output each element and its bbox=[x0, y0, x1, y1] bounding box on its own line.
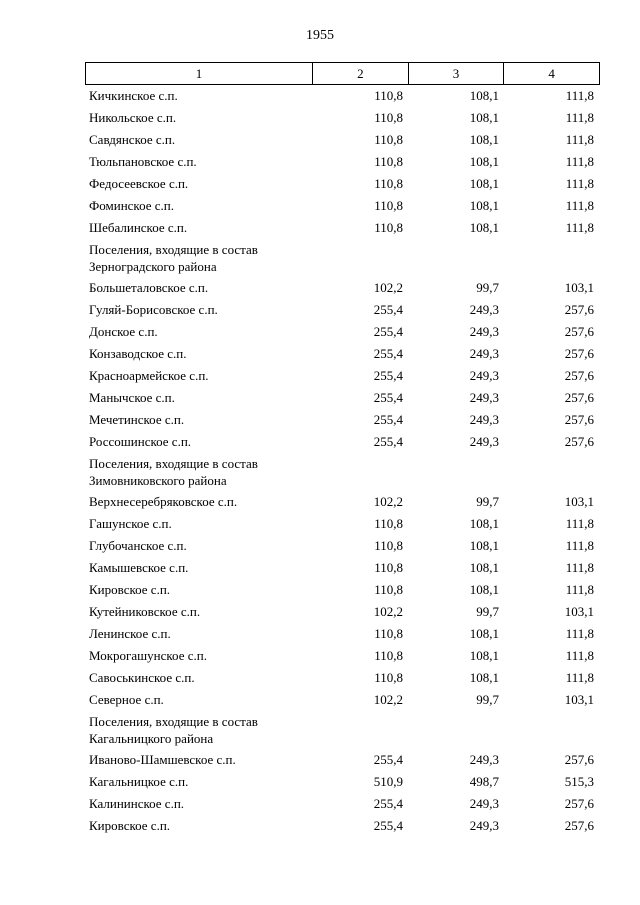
settlement-name-cell: Кутейниковское с.п. bbox=[89, 604, 201, 619]
value-col-4-cell: 257,6 bbox=[564, 796, 594, 811]
value-col-3-cell: 108,1 bbox=[469, 176, 499, 191]
settlement-name-cell: Гашунское с.п. bbox=[89, 516, 172, 531]
table-row bbox=[85, 749, 600, 771]
settlement-name-cell: Камышевское с.п. bbox=[89, 560, 189, 575]
settlement-name-cell: Мокрогашунское с.п. bbox=[89, 648, 207, 663]
value-col-3-cell: 249,3 bbox=[469, 390, 499, 405]
value-col-4-cell: 111,8 bbox=[565, 220, 594, 235]
value-col-4-cell: 257,6 bbox=[564, 368, 594, 383]
table-body bbox=[85, 85, 600, 837]
table-row bbox=[85, 689, 600, 711]
value-col-3-cell: 249,3 bbox=[469, 796, 499, 811]
value-col-3-cell: 249,3 bbox=[469, 368, 499, 383]
settlement-name-cell: Манычское с.п. bbox=[89, 390, 175, 405]
header-col-3: 3 bbox=[409, 63, 505, 84]
settlement-name-cell: Кичкинское с.п. bbox=[89, 88, 178, 103]
settlement-name-cell: Федосеевское с.п. bbox=[89, 176, 189, 191]
group-heading-line-2: Зерноградского района bbox=[89, 259, 217, 274]
value-col-2-cell: 255,4 bbox=[373, 390, 403, 405]
value-col-4-cell: 111,8 bbox=[565, 626, 594, 641]
group-heading-line-1: Поселения, входящие в состав bbox=[89, 242, 258, 257]
value-col-4-cell: 103,1 bbox=[564, 692, 594, 707]
value-col-3-cell: 249,3 bbox=[469, 752, 499, 767]
value-col-4-cell: 111,8 bbox=[565, 198, 594, 213]
settlement-name-cell: Мечетинское с.п. bbox=[89, 412, 185, 427]
value-col-2-cell: 110,8 bbox=[374, 538, 403, 553]
value-col-4-cell: 111,8 bbox=[565, 88, 594, 103]
table-row bbox=[85, 623, 600, 645]
value-col-3-cell: 108,1 bbox=[469, 88, 499, 103]
value-col-4-cell: 257,6 bbox=[564, 302, 594, 317]
settlement-name-cell: Фоминское с.п. bbox=[89, 198, 174, 213]
table-row bbox=[85, 513, 600, 535]
table-row bbox=[85, 277, 600, 299]
value-col-2-cell: 102,2 bbox=[373, 604, 403, 619]
value-col-3-cell: 249,3 bbox=[469, 346, 499, 361]
table-row bbox=[85, 793, 600, 815]
value-col-4-cell: 257,6 bbox=[564, 324, 594, 339]
value-col-2-cell: 110,8 bbox=[374, 220, 403, 235]
value-col-2-cell: 110,8 bbox=[374, 648, 403, 663]
value-col-2-cell: 110,8 bbox=[374, 110, 403, 125]
value-col-3-cell: 108,1 bbox=[469, 538, 499, 553]
value-col-2-cell: 102,2 bbox=[373, 280, 403, 295]
value-col-2-cell: 110,8 bbox=[374, 154, 403, 169]
value-col-3-cell: 249,3 bbox=[469, 324, 499, 339]
value-col-2-cell: 110,8 bbox=[374, 198, 403, 213]
table-row bbox=[85, 431, 600, 453]
budget-table bbox=[85, 62, 600, 837]
table-header bbox=[85, 62, 600, 85]
value-col-4-cell: 111,8 bbox=[565, 110, 594, 125]
settlement-name-cell: Большеталовское с.п. bbox=[89, 280, 209, 295]
value-col-2-cell: 110,8 bbox=[374, 176, 403, 191]
value-col-3-cell: 99,7 bbox=[476, 692, 499, 707]
value-col-2-cell: 255,4 bbox=[373, 434, 403, 449]
value-col-2-cell: 255,4 bbox=[373, 346, 403, 361]
value-col-3-cell: 249,3 bbox=[469, 302, 499, 317]
table-row bbox=[85, 667, 600, 689]
value-col-4-cell: 103,1 bbox=[564, 280, 594, 295]
value-col-4-cell: 257,6 bbox=[564, 434, 594, 449]
value-col-3-cell: 99,7 bbox=[476, 280, 499, 295]
value-col-2-cell: 255,4 bbox=[373, 368, 403, 383]
value-col-2-cell: 110,8 bbox=[374, 626, 403, 641]
settlement-name-cell: Савоськинское с.п. bbox=[89, 670, 195, 685]
value-col-3-cell: 108,1 bbox=[469, 220, 499, 235]
settlement-name-cell: Иваново-Шамшевское с.п. bbox=[89, 752, 236, 767]
value-col-4-cell: 111,8 bbox=[565, 516, 594, 531]
header-col-1: 1 bbox=[86, 63, 313, 84]
group-heading-line-2: Кагальницкого района bbox=[89, 731, 214, 746]
table-row bbox=[85, 217, 600, 239]
table-row bbox=[85, 107, 600, 129]
group-heading-row bbox=[85, 453, 600, 491]
value-col-4-cell: 257,6 bbox=[564, 752, 594, 767]
value-col-4-cell: 257,6 bbox=[564, 412, 594, 427]
value-col-4-cell: 257,6 bbox=[564, 390, 594, 405]
value-col-3-cell: 108,1 bbox=[469, 582, 499, 597]
value-col-4-cell: 111,8 bbox=[565, 560, 594, 575]
page-number: 1955 bbox=[306, 28, 334, 43]
value-col-2-cell: 255,4 bbox=[373, 302, 403, 317]
value-col-2-cell: 255,4 bbox=[373, 818, 403, 833]
value-col-4-cell: 111,8 bbox=[565, 582, 594, 597]
table-row bbox=[85, 557, 600, 579]
settlement-name-cell: Гуляй-Борисовское с.п. bbox=[89, 302, 218, 317]
table-row bbox=[85, 491, 600, 513]
value-col-4-cell: 111,8 bbox=[565, 670, 594, 685]
value-col-3-cell: 108,1 bbox=[469, 154, 499, 169]
table-row bbox=[85, 343, 600, 365]
value-col-3-cell: 108,1 bbox=[469, 626, 499, 641]
value-col-3-cell: 498,7 bbox=[469, 774, 499, 789]
settlement-name-cell: Тюльпановское с.п. bbox=[89, 154, 197, 169]
value-col-2-cell: 110,8 bbox=[374, 516, 403, 531]
value-col-2-cell: 102,2 bbox=[373, 494, 403, 509]
table-row bbox=[85, 645, 600, 667]
settlement-name-cell: Глубочанское с.п. bbox=[89, 538, 187, 553]
value-col-2-cell: 255,4 bbox=[373, 752, 403, 767]
header-col-4: 4 bbox=[548, 65, 555, 81]
table-row bbox=[85, 365, 600, 387]
value-col-4-cell: 103,1 bbox=[564, 604, 594, 619]
value-col-2-cell: 110,8 bbox=[374, 88, 403, 103]
value-col-2-cell: 110,8 bbox=[374, 582, 403, 597]
value-col-4-cell: 111,8 bbox=[565, 132, 594, 147]
table-row bbox=[85, 321, 600, 343]
table-row bbox=[85, 579, 600, 601]
settlement-name-cell: Красноармейское с.п. bbox=[89, 368, 209, 383]
settlement-name-cell: Донское с.п. bbox=[89, 324, 158, 339]
value-col-3-cell: 108,1 bbox=[469, 198, 499, 213]
value-col-3-cell: 108,1 bbox=[469, 670, 499, 685]
value-col-3-cell: 99,7 bbox=[476, 494, 499, 509]
group-heading-line-2: Зимовниковского района bbox=[89, 473, 227, 488]
settlement-name-cell: Россошинское с.п. bbox=[89, 434, 192, 449]
group-heading-row bbox=[85, 239, 600, 277]
value-col-2-cell: 255,4 bbox=[373, 412, 403, 427]
table-row bbox=[85, 129, 600, 151]
value-col-4-cell: 103,1 bbox=[564, 494, 594, 509]
value-col-3-cell: 108,1 bbox=[469, 110, 499, 125]
table-row bbox=[85, 195, 600, 217]
settlement-name-cell: Калининское с.п. bbox=[89, 796, 185, 811]
settlement-name-cell: Конзаводское с.п. bbox=[89, 346, 187, 361]
table-row bbox=[85, 601, 600, 623]
value-col-3-cell: 249,3 bbox=[469, 412, 499, 427]
settlement-name-cell: Савдянское с.п. bbox=[89, 132, 176, 147]
settlement-name-cell: Кагальницкое с.п. bbox=[89, 774, 189, 789]
value-col-3-cell: 108,1 bbox=[469, 560, 499, 575]
settlement-name-cell: Шебалинское с.п. bbox=[89, 220, 188, 235]
value-col-2-cell: 255,4 bbox=[373, 796, 403, 811]
value-col-2-cell: 510,9 bbox=[373, 774, 403, 789]
value-col-4-cell: 111,8 bbox=[565, 154, 594, 169]
value-col-3-cell: 249,3 bbox=[469, 818, 499, 833]
table-row bbox=[85, 299, 600, 321]
value-col-4-cell: 257,6 bbox=[564, 346, 594, 361]
value-col-4-cell: 111,8 bbox=[565, 538, 594, 553]
table-row bbox=[85, 535, 600, 557]
settlement-name-cell: Кировское с.п. bbox=[89, 582, 171, 597]
table-row bbox=[85, 85, 600, 107]
settlement-name-cell: Верхнесеребряковское с.п. bbox=[89, 494, 238, 509]
table-row bbox=[85, 409, 600, 431]
value-col-3-cell: 99,7 bbox=[476, 604, 499, 619]
value-col-4-cell: 111,8 bbox=[565, 176, 594, 191]
settlement-name-cell: Ленинское с.п. bbox=[89, 626, 171, 641]
value-col-3-cell: 108,1 bbox=[469, 516, 499, 531]
value-col-3-cell: 108,1 bbox=[469, 132, 499, 147]
value-col-2-cell: 102,2 bbox=[373, 692, 403, 707]
value-col-4-cell: 111,8 bbox=[565, 648, 594, 663]
table-row bbox=[85, 387, 600, 409]
header-col-2: 2 bbox=[313, 63, 409, 84]
table-row bbox=[85, 151, 600, 173]
value-col-2-cell: 110,8 bbox=[374, 560, 403, 575]
table-row bbox=[85, 173, 600, 195]
table-row bbox=[85, 815, 600, 837]
group-heading-line-1: Поселения, входящие в состав bbox=[89, 714, 258, 729]
value-col-3-cell: 249,3 bbox=[469, 434, 499, 449]
value-col-4-cell: 515,3 bbox=[564, 774, 594, 789]
value-col-4-cell: 257,6 bbox=[564, 818, 594, 833]
value-col-2-cell: 110,8 bbox=[374, 132, 403, 147]
value-col-2-cell: 110,8 bbox=[374, 670, 403, 685]
settlement-name-cell: Северное с.п. bbox=[89, 692, 164, 707]
settlement-name-cell: Кировское с.п. bbox=[89, 818, 171, 833]
value-col-2-cell: 255,4 bbox=[373, 324, 403, 339]
value-col-3-cell: 108,1 bbox=[469, 648, 499, 663]
group-heading-row bbox=[85, 711, 600, 749]
group-heading-line-1: Поселения, входящие в состав bbox=[89, 456, 258, 471]
settlement-name-cell: Никольское с.п. bbox=[89, 110, 177, 125]
table-row bbox=[85, 771, 600, 793]
